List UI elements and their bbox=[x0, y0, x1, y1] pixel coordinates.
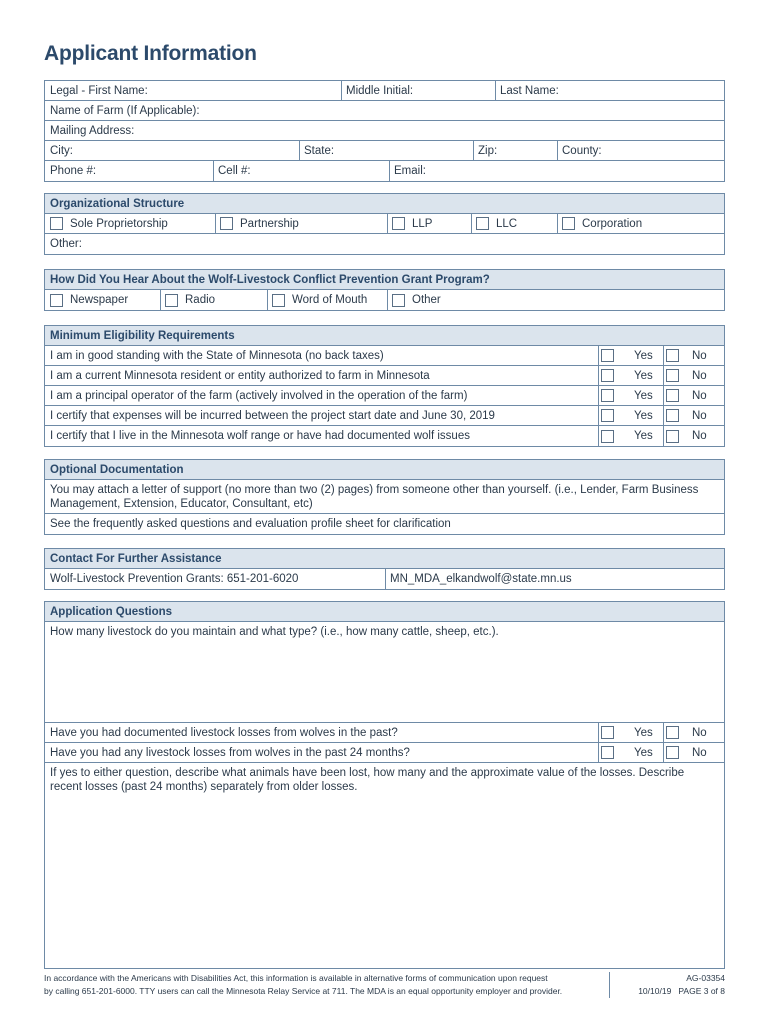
yes-option[interactable] bbox=[601, 366, 653, 385]
checkbox[interactable] bbox=[666, 389, 679, 402]
hear-about-section bbox=[44, 269, 725, 311]
no-label: No bbox=[692, 430, 707, 442]
contact-phone bbox=[45, 569, 385, 589]
farm-row[interactable] bbox=[45, 101, 724, 121]
mailing-address-label: Mailing Address: bbox=[50, 124, 135, 137]
footer-line-1: In accordance with the Americans with Disabilities Act, this information is available in alternative forms of communication upon request bbox=[44, 973, 548, 983]
county-label: County: bbox=[562, 144, 602, 157]
no-option[interactable] bbox=[666, 426, 707, 446]
eligibility-row bbox=[45, 426, 724, 446]
yes-label: Yes bbox=[634, 746, 653, 759]
mailing-row[interactable] bbox=[45, 121, 724, 141]
eligibility-statement: I certify that I live in the Minnesota wolf range or have had documented wolf issues bbox=[50, 430, 470, 442]
contact-email[interactable] bbox=[385, 569, 725, 589]
no-option[interactable] bbox=[666, 386, 707, 405]
farm-name-label: Name of Farm (If Applicable): bbox=[50, 104, 200, 117]
yes-label: Yes bbox=[634, 409, 653, 422]
name-row bbox=[45, 81, 724, 101]
yes-option[interactable] bbox=[601, 346, 653, 365]
yes-label: Yes bbox=[634, 430, 653, 442]
eligibility-statement: I certify that expenses will be incurred between the project start date and June 30, 2019 bbox=[50, 409, 495, 422]
no-label: No bbox=[692, 389, 707, 402]
zip-field[interactable] bbox=[473, 141, 557, 160]
org-option-llp[interactable] bbox=[387, 214, 471, 233]
org-header: Organizational Structure bbox=[45, 194, 724, 214]
yes-option[interactable] bbox=[601, 723, 653, 742]
org-options-row bbox=[45, 214, 724, 234]
org-option-label: Sole Proprietorship bbox=[70, 217, 168, 230]
date-page: 10/10/19 PAGE 3 of 8 bbox=[638, 986, 725, 996]
eligibility-statement: I am in good standing with the State of Minnesota (no back taxes) bbox=[50, 349, 384, 362]
last-name-field[interactable] bbox=[495, 81, 725, 100]
county-field[interactable] bbox=[557, 141, 725, 160]
checkbox[interactable] bbox=[50, 217, 63, 230]
checkbox[interactable] bbox=[601, 369, 614, 382]
first-name-label: Legal - First Name: bbox=[50, 84, 148, 97]
hear-options-row bbox=[45, 290, 724, 310]
no-label: No bbox=[692, 369, 707, 382]
email-label: Email: bbox=[394, 165, 426, 177]
question-recent-row bbox=[45, 743, 724, 763]
last-name-label: Last Name: bbox=[500, 84, 559, 97]
middle-initial-field[interactable] bbox=[341, 81, 495, 100]
org-option-corporation[interactable] bbox=[557, 214, 725, 233]
yes-label: Yes bbox=[634, 389, 653, 402]
question-livestock-area[interactable] bbox=[45, 622, 724, 723]
hear-option-word-of-mouth[interactable] bbox=[267, 290, 387, 310]
checkbox[interactable] bbox=[601, 409, 614, 422]
question-recent: Have you had any livestock losses from wolves in the past 24 months? bbox=[50, 746, 410, 759]
checkbox[interactable] bbox=[666, 746, 679, 759]
hear-option-other[interactable] bbox=[387, 290, 725, 310]
org-other-row[interactable] bbox=[45, 234, 724, 254]
optional-header: Optional Documentation bbox=[45, 460, 724, 480]
org-option-partnership[interactable] bbox=[215, 214, 387, 233]
phone-row bbox=[45, 161, 724, 181]
checkbox[interactable] bbox=[601, 430, 614, 443]
eligibility-statement: I am a current Minnesota resident or entity authorized to farm in Minnesota bbox=[50, 369, 430, 382]
yes-label: Yes bbox=[634, 349, 653, 362]
phone-field[interactable] bbox=[45, 161, 213, 181]
org-option-sole[interactable] bbox=[45, 214, 215, 233]
eligibility-row bbox=[45, 386, 724, 406]
eligibility-row bbox=[45, 366, 724, 386]
city-row bbox=[45, 141, 724, 161]
applicant-info-section bbox=[44, 80, 725, 182]
city-field[interactable] bbox=[45, 141, 299, 160]
checkbox[interactable] bbox=[601, 349, 614, 362]
no-label: No bbox=[692, 349, 707, 362]
eligibility-section bbox=[44, 325, 725, 447]
contact-section bbox=[44, 548, 725, 590]
no-option[interactable] bbox=[666, 346, 707, 365]
footer-divider bbox=[609, 972, 610, 998]
optional-text: You may attach a letter of support (no more than two (2) pages) from someone other than yourself. (i.e., Lender, Farm Business Management, Extension, Educator, Consultant, etc) bbox=[50, 483, 699, 510]
question-documented-row bbox=[45, 723, 724, 743]
optional-note: See the frequently asked questions and evaluation profile sheet for clarification bbox=[50, 518, 451, 530]
city-label: City: bbox=[50, 144, 73, 157]
yes-option[interactable] bbox=[601, 406, 653, 425]
form-number: AG-03354 bbox=[686, 973, 725, 983]
zip-label: Zip: bbox=[478, 144, 498, 157]
state-field[interactable] bbox=[299, 141, 473, 160]
eligibility-header: Minimum Eligibility Requirements bbox=[45, 326, 724, 346]
eligibility-row bbox=[45, 346, 724, 366]
footer-line-2: by calling 651-201-6000. TTY users can call the Minnesota Relay Service at 711. The MDA is an equal opportunity employer and provider. bbox=[44, 986, 563, 996]
contact-header: Contact For Further Assistance bbox=[45, 549, 724, 569]
middle-initial-label: Middle Initial: bbox=[346, 84, 414, 97]
hear-option-label: Other bbox=[412, 294, 441, 306]
question-describe: If yes to either question, describe what animals have been lost, how many and the approximate value of the losses. Describe recent losses (past 24 months) separately from older losses. bbox=[50, 767, 685, 793]
hear-option-label: Radio bbox=[185, 294, 216, 306]
first-name-field[interactable] bbox=[45, 81, 341, 100]
no-option[interactable] bbox=[666, 406, 707, 425]
checkbox[interactable] bbox=[50, 294, 63, 307]
no-label: No bbox=[692, 746, 707, 759]
hear-header: How Did You Hear About the Wolf-Livestock Conflict Prevention Grant Program? bbox=[45, 270, 724, 290]
checkbox[interactable] bbox=[272, 294, 285, 307]
cell-label: Cell #: bbox=[218, 165, 251, 177]
footer-form-info bbox=[638, 972, 725, 998]
optional-note-row bbox=[45, 514, 724, 534]
question-describe-area[interactable] bbox=[45, 763, 724, 968]
yes-option[interactable] bbox=[601, 426, 653, 446]
checkbox[interactable] bbox=[601, 726, 614, 739]
cell-field[interactable] bbox=[213, 161, 389, 181]
eligibility-statement: I am a principal operator of the farm (actively involved in the operation of the farm) bbox=[50, 389, 468, 402]
email-field[interactable] bbox=[389, 161, 725, 181]
question-documented: Have you had documented livestock losses from wolves in the past? bbox=[50, 726, 398, 739]
checkbox[interactable] bbox=[220, 217, 233, 230]
checkbox[interactable] bbox=[392, 217, 405, 230]
org-option-label: Corporation bbox=[582, 217, 643, 230]
checkbox[interactable] bbox=[666, 726, 679, 739]
yes-label: Yes bbox=[634, 369, 653, 382]
no-label: No bbox=[692, 409, 707, 422]
optional-doc-section bbox=[44, 459, 725, 535]
phone-label: Phone #: bbox=[50, 165, 97, 177]
contact-email-text: MN_MDA_elkandwolf@state.mn.us bbox=[390, 573, 572, 585]
checkbox[interactable] bbox=[562, 217, 575, 230]
no-option[interactable] bbox=[666, 723, 707, 742]
no-option[interactable] bbox=[666, 743, 707, 762]
org-other-label: Other: bbox=[50, 238, 82, 250]
org-option-llc[interactable] bbox=[471, 214, 557, 233]
yes-option[interactable] bbox=[601, 743, 653, 762]
checkbox[interactable] bbox=[165, 294, 178, 307]
yes-label: Yes bbox=[634, 726, 653, 739]
hear-option-newspaper[interactable] bbox=[45, 290, 160, 310]
contact-phone-text: Wolf-Livestock Prevention Grants: 651-201-6020 bbox=[50, 573, 299, 585]
checkbox[interactable] bbox=[666, 349, 679, 362]
checkbox[interactable] bbox=[666, 430, 679, 443]
question-livestock: How many livestock do you maintain and what type? (i.e., how many cattle, sheep, etc.). bbox=[50, 626, 499, 638]
org-option-label: LLC bbox=[496, 217, 518, 230]
application-questions-section bbox=[44, 601, 725, 969]
contact-row bbox=[45, 569, 724, 589]
hear-option-radio[interactable] bbox=[160, 290, 267, 310]
page-title: Applicant Information bbox=[44, 42, 257, 65]
checkbox[interactable] bbox=[666, 369, 679, 382]
org-structure-section bbox=[44, 193, 725, 255]
no-label: No bbox=[692, 726, 707, 739]
checkbox[interactable] bbox=[476, 217, 489, 230]
footer-ada-notice bbox=[44, 972, 604, 998]
no-option[interactable] bbox=[666, 366, 707, 385]
optional-text-row bbox=[45, 480, 724, 514]
checkbox[interactable] bbox=[601, 746, 614, 759]
hear-option-label: Word of Mouth bbox=[292, 294, 368, 306]
org-option-label: LLP bbox=[412, 217, 433, 230]
org-option-label: Partnership bbox=[240, 217, 299, 230]
checkbox[interactable] bbox=[392, 294, 405, 307]
eligibility-row bbox=[45, 406, 724, 426]
yes-option[interactable] bbox=[601, 386, 653, 405]
state-label: State: bbox=[304, 144, 335, 157]
hear-option-label: Newspaper bbox=[70, 294, 129, 306]
checkbox[interactable] bbox=[666, 409, 679, 422]
questions-header: Application Questions bbox=[45, 602, 724, 622]
checkbox[interactable] bbox=[601, 389, 614, 402]
